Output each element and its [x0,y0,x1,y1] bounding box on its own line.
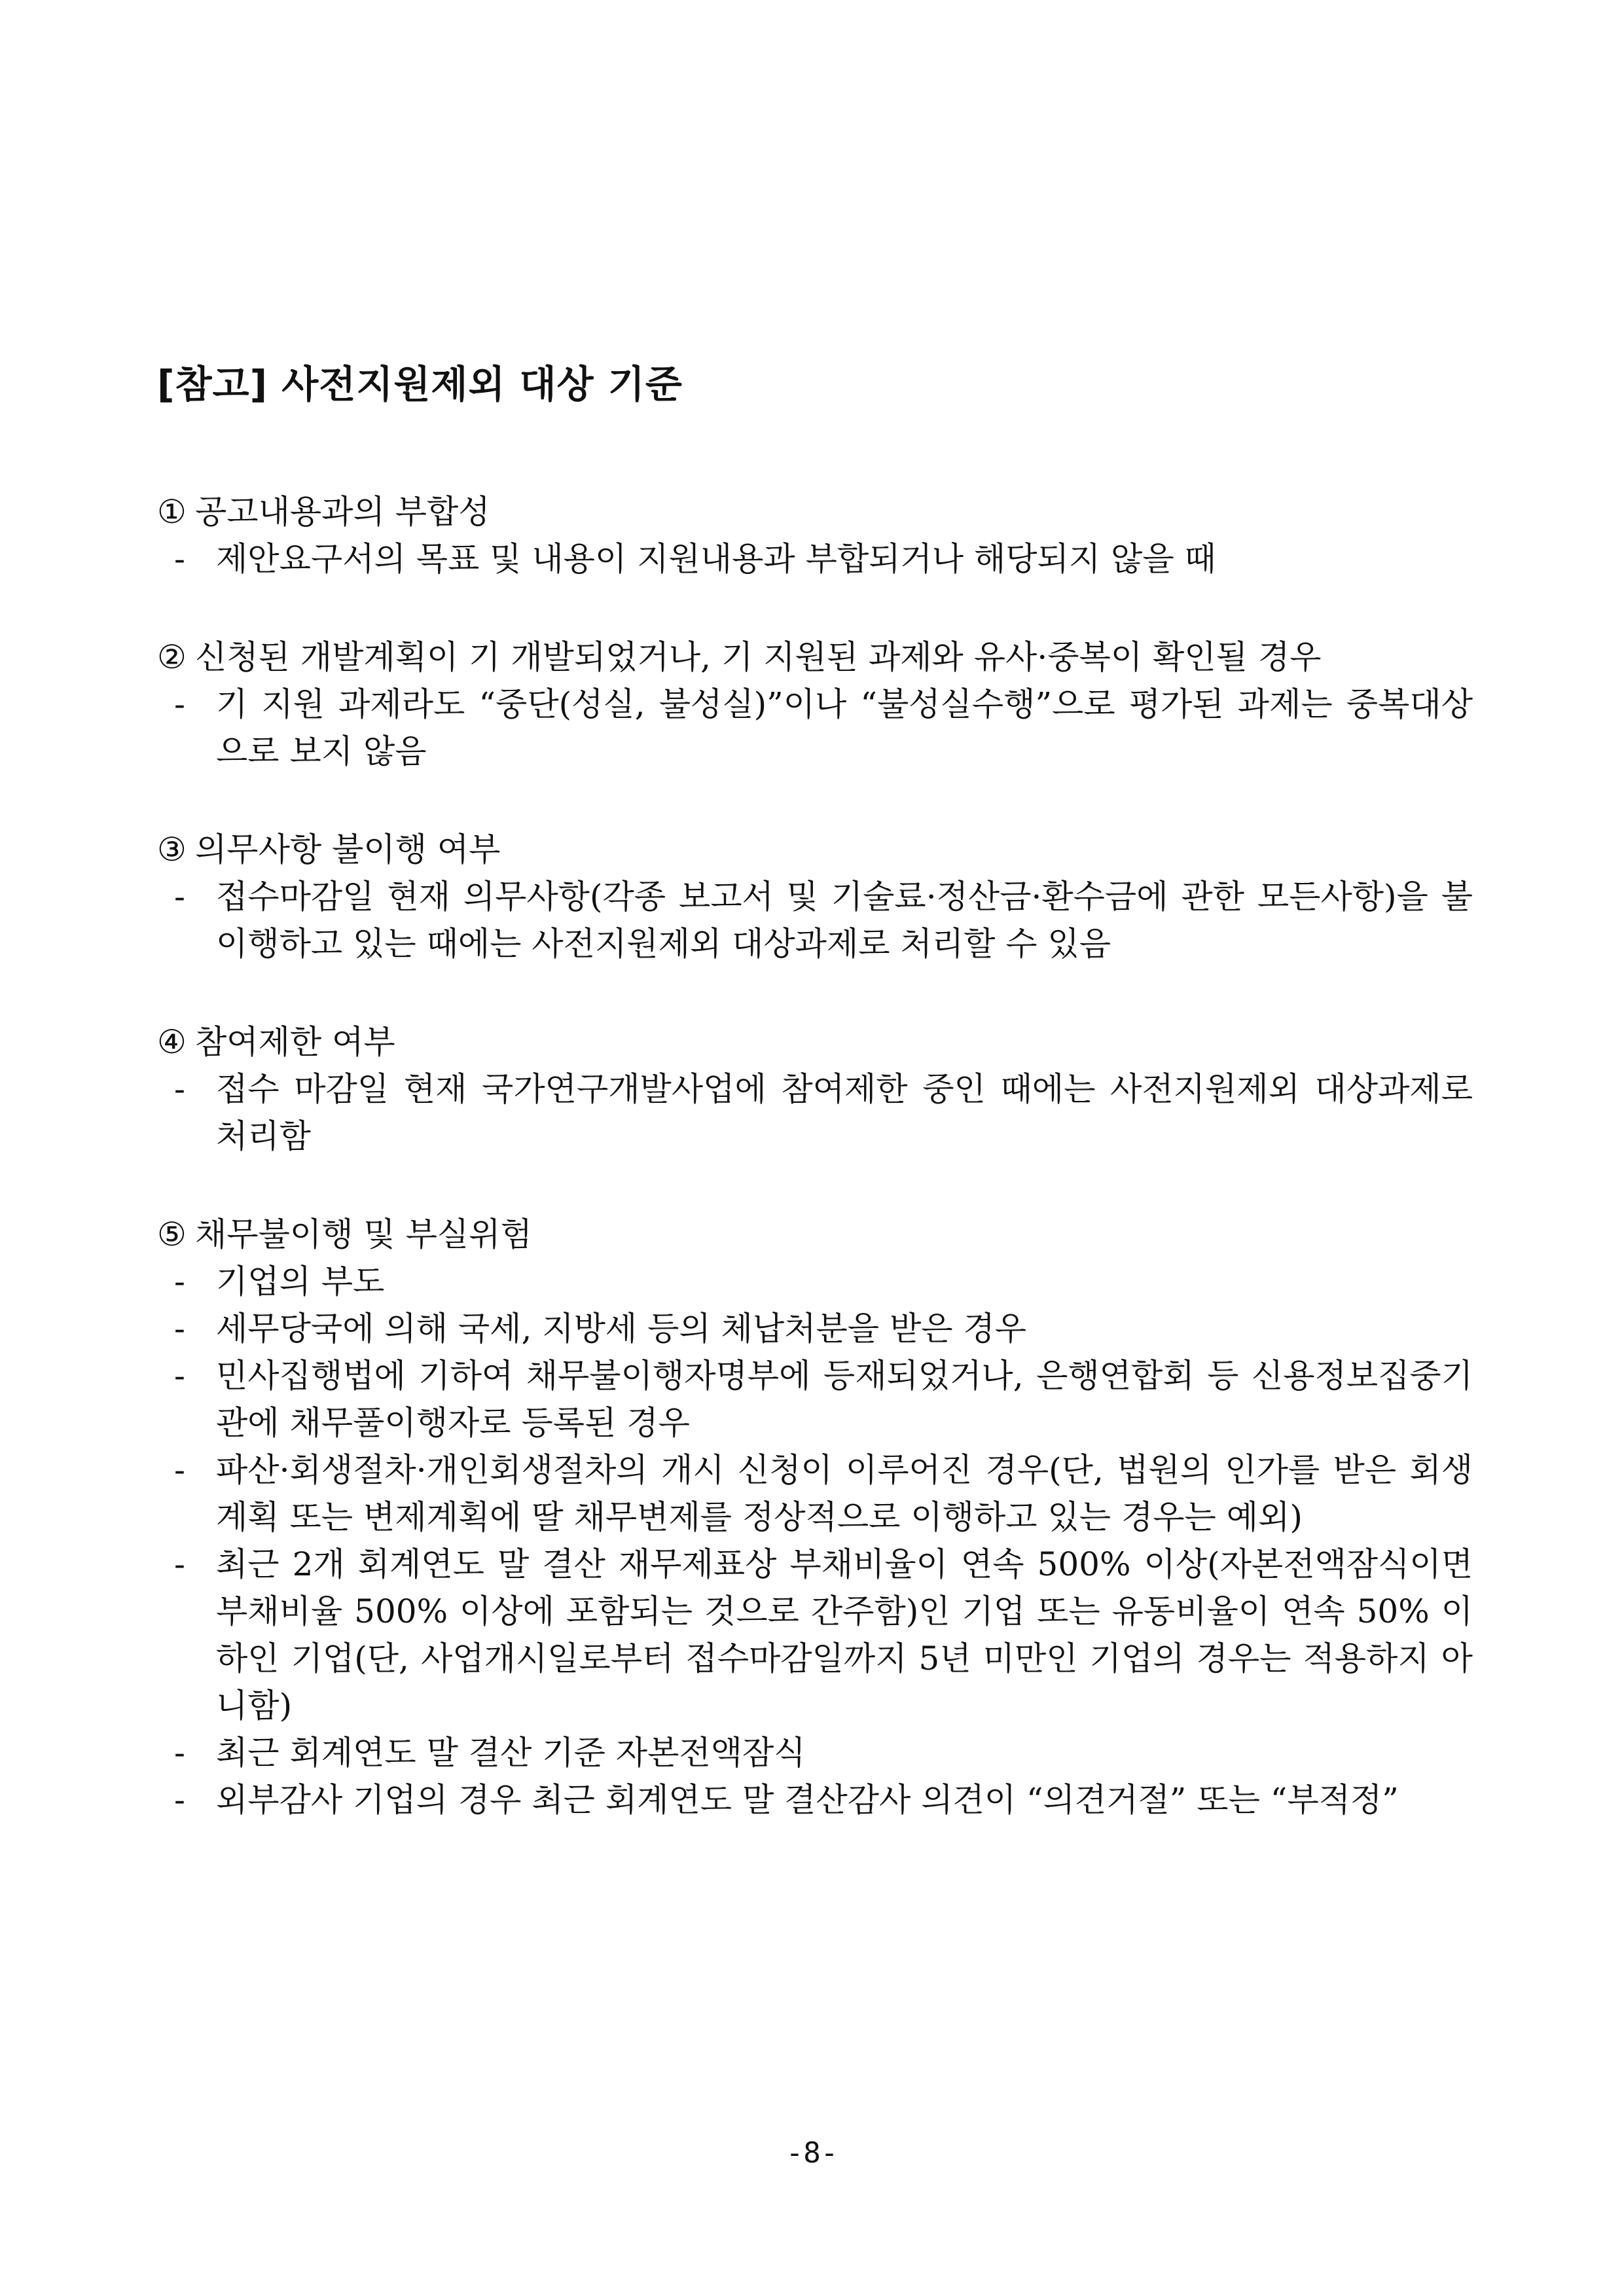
list-item [157,1541,1473,1729]
page-number: -8- [785,2136,839,2170]
dash-bullet: - [174,1357,185,1395]
section-items [157,1066,1473,1160]
list-item-text: 제안요구서의 목표 및 내용이 지원내용과 부합되거나 해당되지 않을 때 [216,540,1216,578]
list-item [157,1305,1473,1352]
list-item-text: 기업의 부도 [216,1263,385,1300]
list-item-text: 접수 마감일 현재 국가연구개발사업에 참여제한 중인 때에는 사전지원제외 대상과제로 처리함 [216,1070,1473,1155]
section-heading [157,1018,1473,1066]
section-heading-text: 신청된 개발계획이 기 개발되었거나, 기 지원된 과제와 유사·중복이 확인될 경우 [195,638,1322,676]
criteria-section [157,488,1473,583]
list-item-text: 민사집행법에 기하여 채무불이행자명부에 등재되었거나, 은행연합회 등 신용정보집중기관에 채무풀이행자로 등록된 경우 [216,1357,1473,1442]
list-item [157,1258,1473,1305]
section-number: ③ [157,831,187,869]
dash-bullet: - [174,878,185,916]
list-item [157,873,1473,967]
section-heading-text: 채무불이행 및 부실위험 [195,1215,532,1253]
list-item [157,681,1473,775]
criteria-section [157,1211,1473,1823]
section-heading [157,488,1473,535]
document-body [157,353,1473,1823]
section-heading [157,634,1473,681]
dash-bullet: - [174,1310,185,1348]
section-number: ① [157,493,187,531]
section-number: ② [157,638,187,676]
list-item [157,1729,1473,1776]
list-item-text: 세무당국에 의해 국세, 지방세 등의 체납처분을 받은 경우 [216,1310,1027,1348]
criteria-sections [157,488,1473,1823]
dash-bullet: - [174,540,185,578]
criteria-section [157,826,1473,967]
section-heading-text: 참여제한 여부 [195,1023,395,1061]
list-item-text: 최근 2개 회계연도 말 결산 재무제표상 부채비율이 연속 500% 이상(자본전액잠식이면 부채비율 500% 이상에 포함되는 것으로 간주함)인 기업 또는 유동비율이 연속 50% 이하인 기업(단, 사업개시일로부터 접수마감일까지 5년 미만인 기업의 경우는 적용하지 아니함) [216,1545,1473,1725]
section-number: ⑤ [157,1215,187,1253]
section-heading [157,826,1473,873]
dash-bullet: - [174,1734,185,1772]
list-item [157,1352,1473,1446]
criteria-section [157,634,1473,775]
dash-bullet: - [174,1451,185,1489]
list-item-text: 파산·회생절차·개인회생절차의 개시 신청이 이루어진 경우(단, 법원의 인가를 받은 회생계획 또는 변제계획에 딸 채무변제를 정상적으로 이행하고 있는 경우는 예외) [216,1451,1473,1536]
section-heading-text: 의무사항 불이행 여부 [195,831,501,869]
list-item-text: 최근 회계연도 말 결산 기준 자본전액잠식 [216,1734,806,1772]
criteria-section [157,1018,1473,1160]
section-heading-text: 공고내용과의 부합성 [195,493,490,531]
dash-bullet: - [174,685,185,723]
section-items [157,1258,1473,1823]
list-item-text: 접수마감일 현재 의무사항(각종 보고서 및 기술료·정산금·환수금에 관한 모든사항)을 불이행하고 있는 때에는 사전지원제외 대상과제로 처리할 수 있음 [216,878,1473,963]
dash-bullet: - [174,1545,185,1583]
list-item [157,1066,1473,1160]
dash-bullet: - [174,1070,185,1108]
list-item [157,1776,1473,1823]
list-item-text: 기 지원 과제라도 “중단(성실, 불성실)”이나 “불성실수행”으로 평가된 과제는 중복대상으로 보지 않음 [216,685,1473,770]
page-title: [참고] 사전지원제외 대상 기준 [157,362,683,406]
dash-bullet: - [174,1781,185,1819]
list-item [157,1446,1473,1541]
section-number: ④ [157,1023,187,1061]
list-item [157,535,1473,583]
section-items [157,535,1473,583]
section-heading [157,1211,1473,1258]
dash-bullet: - [174,1263,185,1300]
list-item-text: 외부감사 기업의 경우 최근 회계연도 말 결산감사 의견이 “의견거절” 또는 “부적정” [216,1781,1399,1819]
section-items [157,873,1473,967]
section-items [157,681,1473,775]
